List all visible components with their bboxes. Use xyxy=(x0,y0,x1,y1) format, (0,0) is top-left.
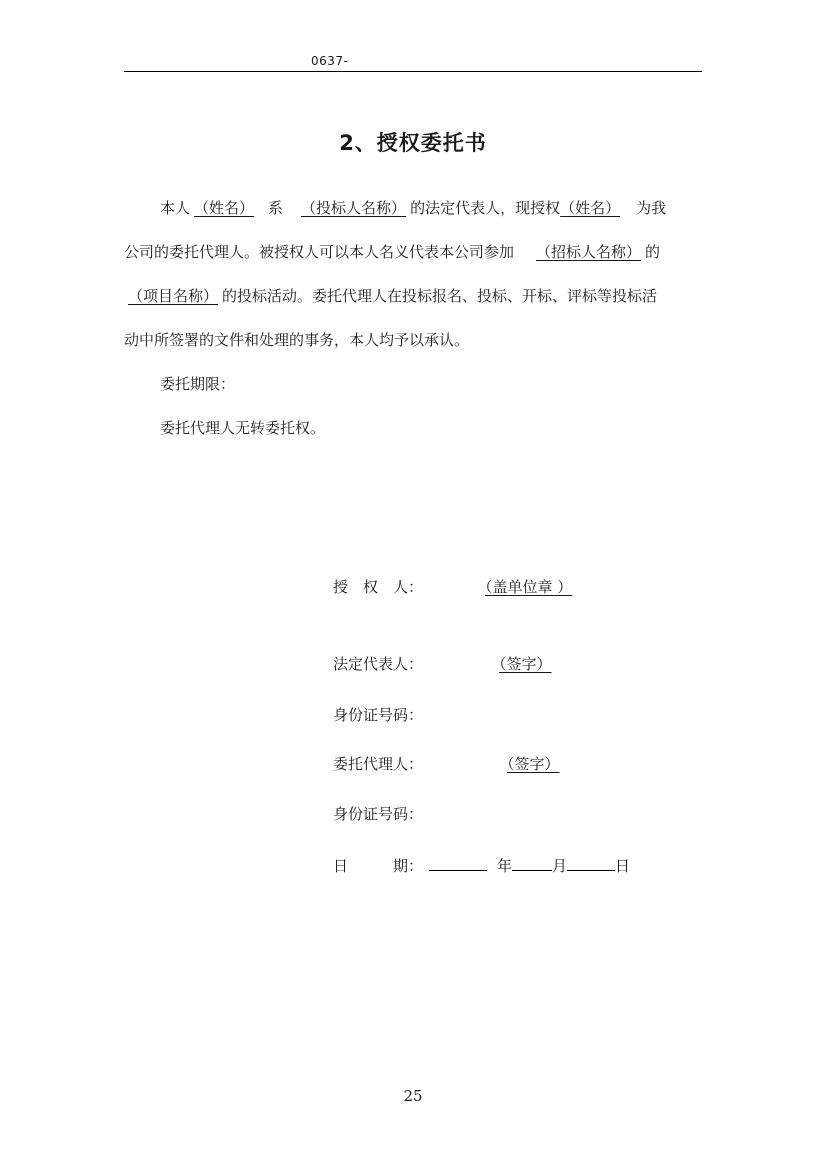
day-blank xyxy=(567,854,615,871)
authorizer-row xyxy=(333,577,572,597)
text-segment: 系 xyxy=(268,199,284,217)
paragraph-line-3 xyxy=(124,286,657,306)
bidder-name-field-underlined: （投标人名称） xyxy=(301,199,407,217)
month-label: 月 xyxy=(552,857,568,875)
text-segment: 的 xyxy=(645,243,661,261)
text-segment: 的法定代表人，现授权 xyxy=(410,199,561,217)
paragraph-line-2 xyxy=(124,242,660,262)
id-number-label: 身份证号码： xyxy=(333,805,424,823)
id-number-row-2 xyxy=(333,804,423,824)
paragraph-line-1 xyxy=(160,198,666,218)
year-blank xyxy=(429,854,487,871)
id-number-row-1 xyxy=(333,705,423,725)
legal-rep-row xyxy=(333,654,552,674)
day-label: 日 xyxy=(615,857,631,875)
agent-label: 委托代理人： xyxy=(333,755,424,773)
agent-row xyxy=(333,754,560,774)
month-blank xyxy=(512,854,552,871)
text-segment: 公司的委托代理人。被授权人可以本人名义代表本公司参加 xyxy=(124,243,515,261)
id-number-label: 身份证号码： xyxy=(333,706,424,724)
paragraph-line-4: 动中所签署的文件和处理的事务，本人均予以承认。 xyxy=(124,331,470,349)
text-segment: 为我 xyxy=(636,199,667,217)
legal-rep-signature-field: （签字） xyxy=(499,655,552,673)
tenderer-name-field-underlined: （招标人名称） xyxy=(536,243,642,261)
entrust-term-label: 委托期限： xyxy=(160,375,236,393)
name-field-underlined: （姓名） xyxy=(560,199,621,217)
date-label: 日 期： xyxy=(333,857,424,875)
no-transfer-statement: 委托代理人无转委托权。 xyxy=(160,419,326,437)
page-header-code: 0637- xyxy=(311,54,349,68)
project-name-field-underlined: （项目名称） xyxy=(128,287,219,305)
page-number: 25 xyxy=(403,1087,423,1105)
document-title: 2、授权委托书 xyxy=(339,131,487,155)
date-row xyxy=(333,854,630,876)
authorizer-label: 授 权 人： xyxy=(333,578,424,596)
year-label: 年 xyxy=(497,857,513,875)
header-rule xyxy=(124,71,702,72)
company-seal-field: （盖单位章 ） xyxy=(485,578,573,596)
text-segment: 的投标活动。委托代理人在投标报名、投标、开标、评标等投标活 xyxy=(222,287,658,305)
name-field-underlined: （姓名） xyxy=(194,199,255,217)
legal-rep-label: 法定代表人： xyxy=(333,655,424,673)
agent-signature-field: （签字） xyxy=(507,755,560,773)
text-segment: 本人 xyxy=(160,199,191,217)
